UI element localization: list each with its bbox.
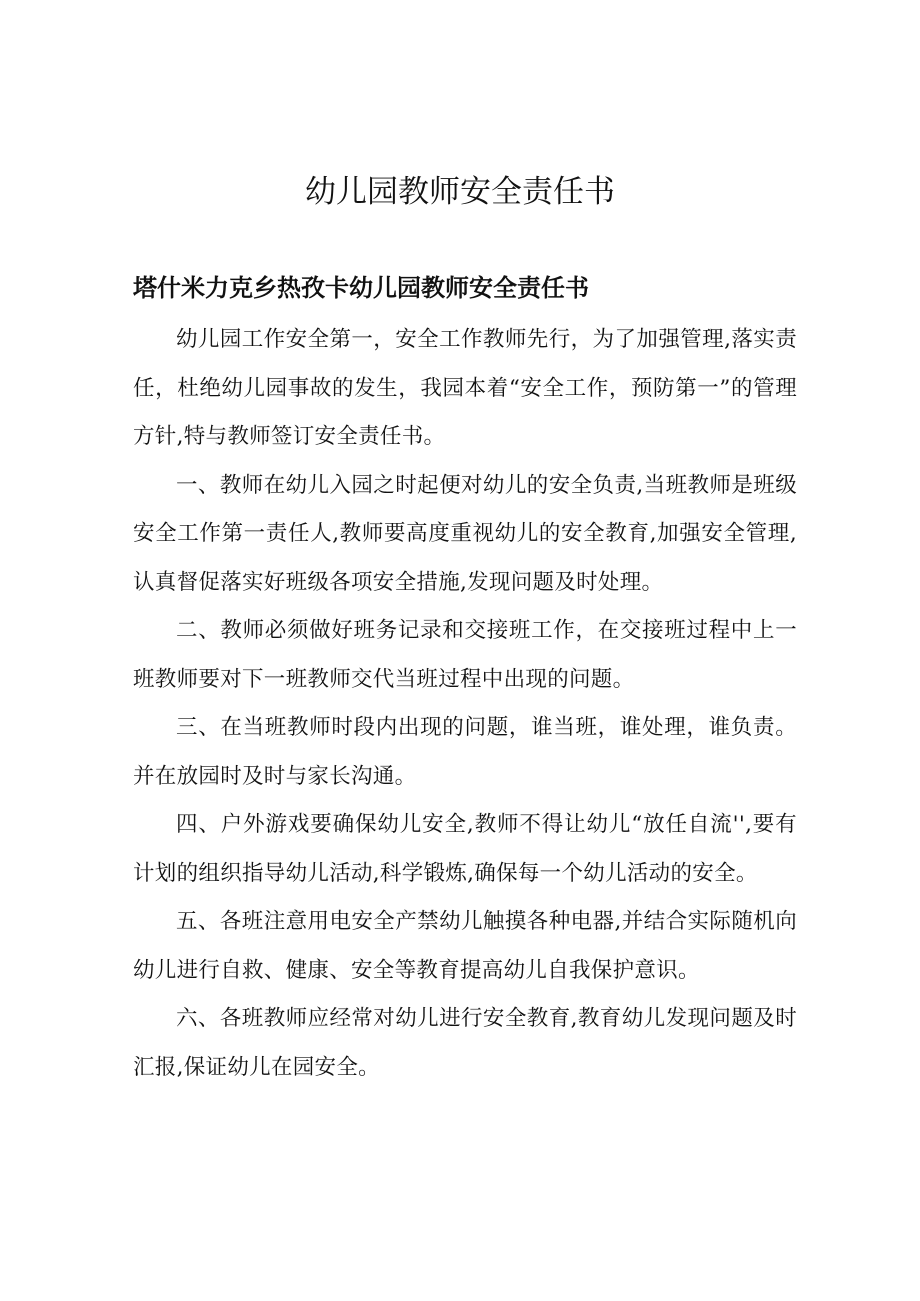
clause-3-paragraph: 三、在当班教师时段内出现的问题，谁当班，谁处理，谁负责。并在放园时及时与家长沟通。 bbox=[133, 715, 797, 789]
clause-5-paragraph: 五、各班注意用电安全产禁幼儿触摸各种电器,并结合实际随机向幼儿进行自救、健康、安全等教育提高幼儿自我保护意识。 bbox=[133, 909, 797, 983]
document-subtitle: 塔什米力克乡热孜卡幼儿园教师安全责任书 bbox=[133, 274, 589, 302]
document-body bbox=[133, 316, 797, 1092]
clause-6-paragraph: 六、各班教师应经常对幼儿进行安全教育,教育幼儿发现问题及时汇报,保证幼儿在园安全。 bbox=[133, 1006, 797, 1080]
document-title: 幼儿园教师安全责任书 bbox=[305, 174, 615, 210]
clause-1-paragraph: 一、教师在幼儿入园之时起便对幼儿的安全负责,当班教师是班级安全工作第一责任人,教师要高度重视幼儿的安全教育,加强安全管理,认真督促落实好班级各项安全措施,发现问题及时处理。 bbox=[133, 472, 797, 595]
clause-2-paragraph: 二、教师必须做好班务记录和交接班工作，在交接班过程中上一班教师要对下一班教师交代当班过程中出现的问题。 bbox=[133, 618, 797, 692]
clause-4-paragraph: 四、户外游戏要确保幼儿安全,教师不得让幼儿“放任自流'',要有计划的组织指导幼儿活动,科学锻炼,确保每一个幼儿活动的安全。 bbox=[133, 812, 797, 886]
intro-paragraph: 幼儿园工作安全第一，安全工作教师先行，为了加强管理,落实责任，杜绝幼儿园事故的发生，我园本着“安全工作，预防第一”的管理方针,特与教师签订安全责任书。 bbox=[133, 327, 797, 449]
